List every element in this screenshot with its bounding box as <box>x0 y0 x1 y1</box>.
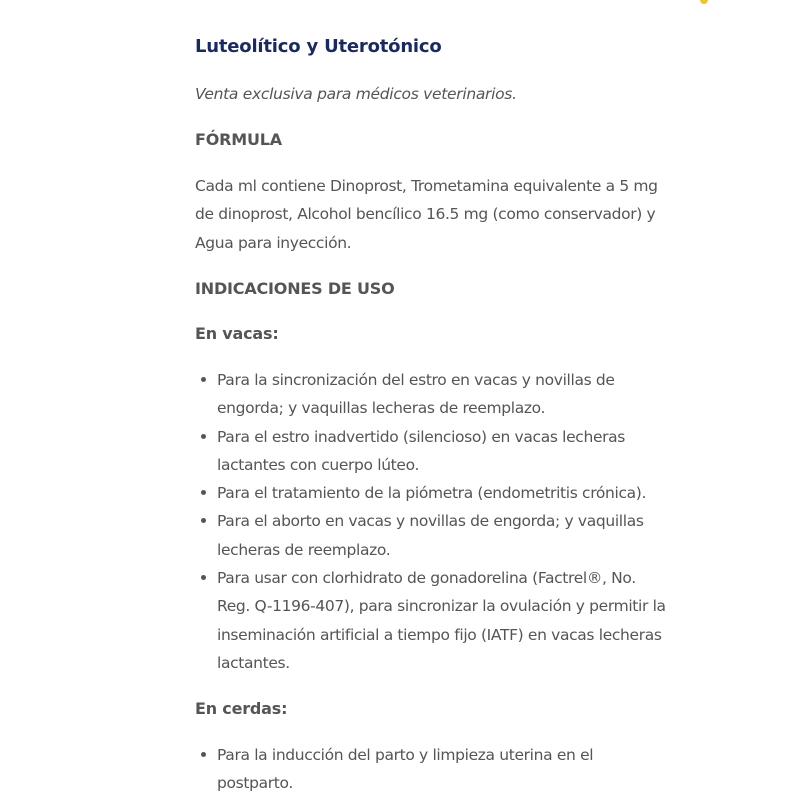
bullet-icon <box>201 377 206 382</box>
bullet-icon <box>201 752 206 757</box>
decorative-yellow-mark <box>700 0 708 4</box>
bullet-icon <box>201 434 206 439</box>
formula-heading: FÓRMULA <box>195 130 282 149</box>
list-item-line: lecheras de reemplazo. <box>217 540 391 559</box>
formula-line: Agua para inyección. <box>195 233 352 252</box>
list-item-line: Para la sincronización del estro en vacas y novillas de <box>217 371 615 389</box>
list-item <box>195 741 665 798</box>
list-item-line: inseminación artificial a tiempo fijo (IATF) en vacas lecheras <box>217 625 662 644</box>
page-title: Luteolítico y Uterotónico <box>195 36 442 57</box>
sows-indications-list <box>195 741 665 798</box>
sale-restriction-note: Venta exclusiva para médicos veterinarios. <box>195 85 517 103</box>
bullet-icon <box>201 518 206 523</box>
list-item-line: postparto. <box>217 774 293 793</box>
list-item-line: Para el estro inadvertido (silencioso) en vacas lecheras <box>217 427 626 446</box>
list-item-line: Para el aborto en vacas y novillas de engorda; y vaquillas <box>217 512 644 531</box>
formula-text <box>195 172 665 257</box>
cows-indications-list <box>195 366 665 677</box>
cows-subheading: En vacas: <box>195 324 279 343</box>
list-item-line: lactantes. <box>217 653 290 672</box>
list-item-line: Para usar con clorhidrato de gonadorelina (Factrel®, No. <box>217 569 636 588</box>
bullet-icon <box>201 490 206 495</box>
formula-line: de dinoprost, Alcohol bencílico 16.5 mg (como conservador) y <box>195 205 656 224</box>
list-item <box>195 423 665 480</box>
list-item <box>195 366 665 423</box>
list-item-line: lactantes con cuerpo lúteo. <box>217 455 420 474</box>
list-item <box>195 564 665 677</box>
indications-heading: INDICACIONES DE USO <box>195 279 395 298</box>
list-item <box>195 479 665 507</box>
list-item <box>195 507 665 564</box>
formula-line: Cada ml contiene Dinoprost, Trometamina equivalente a 5 mg <box>195 177 658 195</box>
sows-subheading: En cerdas: <box>195 699 288 718</box>
list-item-line: Para el tratamiento de la piómetra (endometritis crónica). <box>217 484 647 503</box>
list-item-line: Para la inducción del parto y limpieza uterina en el <box>217 746 594 764</box>
list-item-line: engorda; y vaquillas lecheras de reemplazo. <box>217 399 546 418</box>
bullet-icon <box>201 575 206 580</box>
list-item-line: Reg. Q-1196-407), para sincronizar la ovulación y permitir la <box>217 597 666 616</box>
